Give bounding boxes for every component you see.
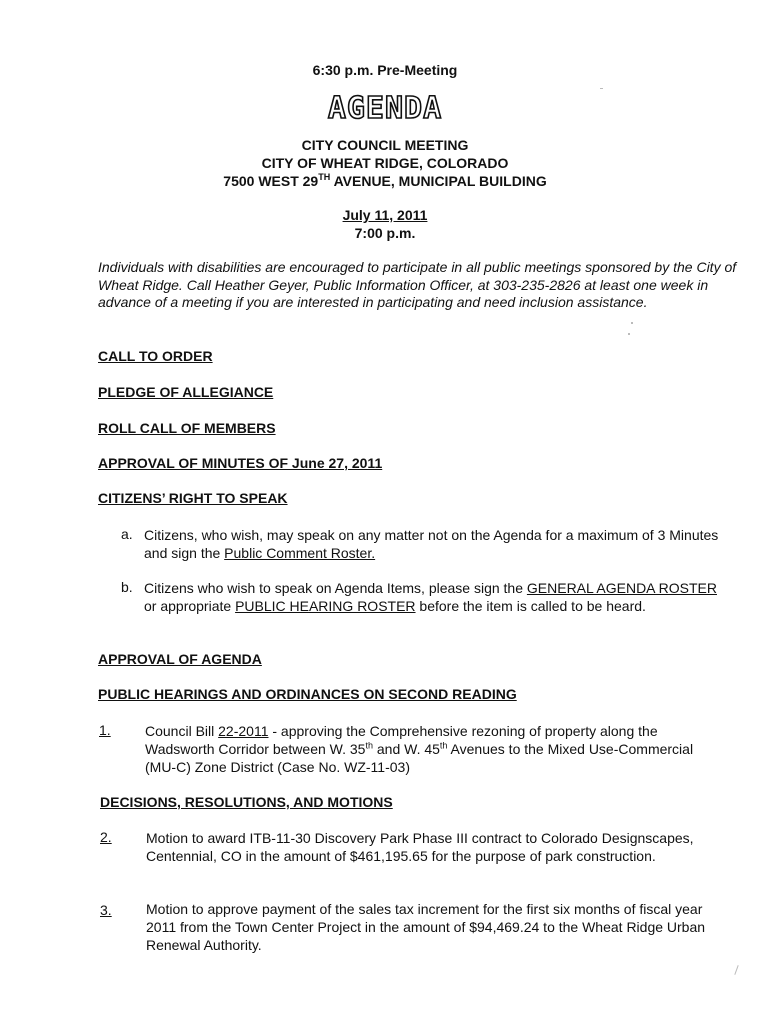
section-roll-call: ROLL CALL OF MEMBERS xyxy=(98,420,276,436)
accessibility-notice: Individuals with disabilities are encouraged to participate in all public meetings sponsored by the City of Wheat Ridge. Call Heather Geyer, Public Information Officer, at 303-235-2826 at least one week in advance of a meeting if you are interested in participating and need inclusion assistance. xyxy=(98,259,737,310)
scan-speck xyxy=(631,322,633,324)
general-agenda-roster: GENERAL AGENDA ROSTER xyxy=(526,580,717,596)
section-pledge: PLEDGE OF ALLEGIANCE xyxy=(98,384,274,400)
item-2-text: Motion to award ITB-11-30 Discovery Park Phase III contract to Colorado Designscapes, Centennial, CO in the amount of $461,195.65 for the purpose of park construction. xyxy=(146,830,694,864)
section-call-to-order: CALL TO ORDER xyxy=(98,348,213,364)
citizen-item-b-marker: b. xyxy=(121,579,133,595)
item-3-number: 3. xyxy=(100,902,112,918)
section-public-hearings: PUBLIC HEARINGS AND ORDINANCES ON SECOND READING xyxy=(98,686,517,702)
section-citizens: CITIZENS’ RIGHT TO SPEAK xyxy=(98,490,288,506)
section-approval-agenda: APPROVAL OF AGENDA xyxy=(98,651,262,667)
section-minutes: APPROVAL OF MINUTES OF June 27, 2011 xyxy=(98,455,383,471)
item-1-text: Council Bill 22-2011 - approving the Comprehensive rezoning of property along the Wadsworth Corridor between W. 35th and W. 45th Avenues to the Mixed Use-Commercial (MU-C) Zone District (Case No. WZ-11-03) xyxy=(145,723,694,775)
header-address: 7500 WEST 29TH AVENUE, MUNICIPAL BUILDING xyxy=(223,172,547,189)
scan-speck xyxy=(628,333,630,335)
agenda-logo xyxy=(0,86,770,131)
public-hearing-roster: PUBLIC HEARING ROSTER xyxy=(235,598,416,614)
citizen-item-a: Citizens, who wish, may speak on any matter not on the Agenda for a maximum of 3 Minutes and sign the Public Comment Roster. xyxy=(144,527,719,561)
meeting-date: July 11, 2011 xyxy=(342,207,428,223)
council-bill-number: 22-2011 xyxy=(218,723,269,739)
pre-meeting-time: 6:30 p.m. Pre-Meeting xyxy=(312,62,458,78)
meeting-time: 7:00 p.m. xyxy=(354,225,416,241)
citizen-item-b: Citizens who wish to speak on Agenda Items, please sign the GENERAL AGENDA ROSTER or appropriate PUBLIC HEARING ROSTER before the item is called to be heard. xyxy=(144,580,717,614)
scan-speck xyxy=(734,965,738,975)
section-decisions: DECISIONS, RESOLUTIONS, AND MOTIONS xyxy=(100,794,393,810)
item-3-text: Motion to approve payment of the sales tax increment for the first six months of fiscal year 2011 from the Town Center Project in the amount of $94,469.24 to the Wheat Ridge Urban Renewal Authority. xyxy=(146,901,706,953)
header-title: CITY COUNCIL MEETING xyxy=(301,137,469,153)
item-2-number: 2. xyxy=(100,829,112,845)
item-1-number: 1. xyxy=(99,722,111,738)
svg-text:AGENDA: AGENDA xyxy=(327,91,443,126)
public-comment-roster: Public Comment Roster. xyxy=(224,545,376,561)
scan-speck xyxy=(600,88,603,89)
citizen-item-a-marker: a. xyxy=(121,526,133,542)
agenda-wordmark-icon xyxy=(327,86,443,126)
header-city: CITY OF WHEAT RIDGE, COLORADO xyxy=(261,155,509,171)
